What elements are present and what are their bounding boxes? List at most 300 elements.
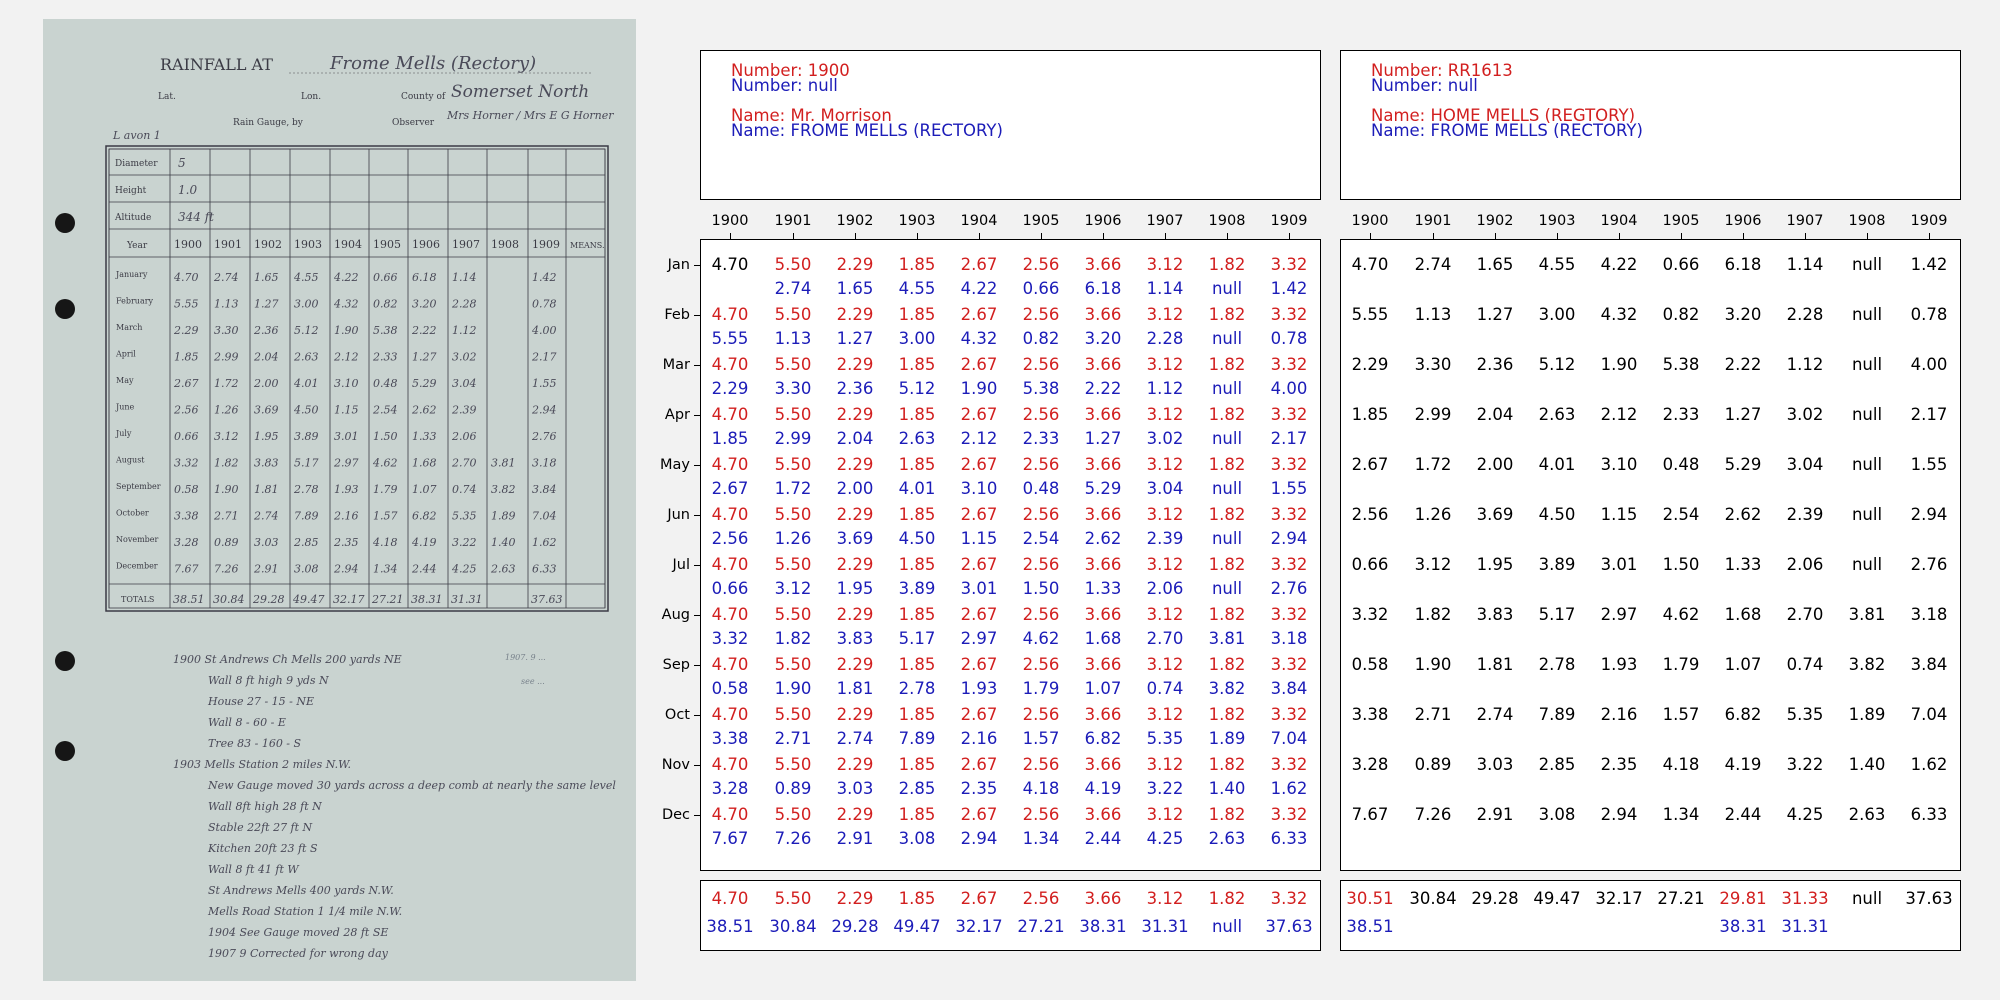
left-total-red: 3.12 <box>1146 889 1184 908</box>
right-value: 5.29 <box>1724 455 1762 474</box>
left-value-red: 1.82 <box>1208 405 1246 424</box>
svg-text:January: January <box>116 270 148 279</box>
svg-text:1903: 1903 <box>294 238 322 251</box>
left-value-red: 2.56 <box>1022 555 1060 574</box>
svg-text:4.22: 4.22 <box>334 271 359 284</box>
svg-text:2.35: 2.35 <box>334 536 359 549</box>
left-value-red: 2.67 <box>960 605 998 624</box>
left-value-blue: 5.29 <box>1084 479 1122 498</box>
right-total: 32.17 <box>1595 889 1643 908</box>
left-value-blue: 2.76 <box>1270 579 1308 598</box>
right-value: 1.62 <box>1910 755 1948 774</box>
left-value-red: 3.66 <box>1084 455 1122 474</box>
year-header-label: 1905 <box>1662 213 1700 229</box>
left-total-red: 2.56 <box>1022 889 1060 908</box>
svg-text:3.32: 3.32 <box>174 456 199 470</box>
right-value: 2.00 <box>1476 455 1514 474</box>
svg-text:3.30: 3.30 <box>214 324 239 337</box>
right-value: 1.65 <box>1476 255 1514 274</box>
svg-text:2.99: 2.99 <box>214 350 239 364</box>
left-info-panel <box>700 50 1321 200</box>
svg-text:1.12: 1.12 <box>452 324 477 337</box>
svg-text:1.93: 1.93 <box>334 483 359 496</box>
left-value-blue: 3.38 <box>711 729 749 748</box>
svg-text:2.22: 2.22 <box>412 324 437 337</box>
right-name-blue: Name: FROME MELLS (RECTORY) <box>1371 121 1643 140</box>
svg-text:0.78: 0.78 <box>532 297 557 311</box>
svg-text:2.62: 2.62 <box>412 403 437 417</box>
year-header-label: 1900 <box>1351 213 1389 229</box>
svg-text:1.90: 1.90 <box>214 483 239 496</box>
left-value-blue: 1.72 <box>774 479 812 498</box>
right-value: 1.95 <box>1476 555 1514 574</box>
year-header-label: 1905 <box>1022 213 1060 229</box>
svg-text:1904: 1904 <box>334 238 362 251</box>
svg-text:3.38: 3.38 <box>174 509 199 523</box>
right-value: 4.22 <box>1600 255 1638 274</box>
left-value-red: 2.67 <box>960 655 998 674</box>
left-value-blue: 6.33 <box>1270 829 1308 848</box>
svg-text:2.94: 2.94 <box>334 562 359 576</box>
svg-text:1.33: 1.33 <box>412 430 437 443</box>
year-tick <box>1867 233 1868 239</box>
left-value-red: 3.66 <box>1084 505 1122 524</box>
svg-text:2.94: 2.94 <box>532 403 557 417</box>
svg-text:3.10: 3.10 <box>334 377 359 390</box>
right-value: 1.50 <box>1662 555 1700 574</box>
svg-text:3.08: 3.08 <box>294 562 319 576</box>
svg-text:3.81: 3.81 <box>491 456 516 470</box>
year-tick <box>1041 233 1042 239</box>
right-value: 2.78 <box>1538 655 1576 674</box>
left-value-red: 4.70 <box>711 555 749 574</box>
svg-text:1.55: 1.55 <box>532 377 557 390</box>
right-value: 1.68 <box>1724 605 1762 624</box>
svg-text:7.26: 7.26 <box>214 562 239 576</box>
right-total-blue: 38.31 <box>1719 917 1767 936</box>
right-value: 4.55 <box>1538 255 1576 274</box>
svg-text:0.89: 0.89 <box>214 536 239 549</box>
left-value-blue: 3.18 <box>1270 629 1308 648</box>
left-value-blue: null <box>1211 329 1243 348</box>
left-value-blue: 1.55 <box>1270 479 1308 498</box>
right-value: 3.81 <box>1848 605 1886 624</box>
right-value: 1.42 <box>1910 255 1948 274</box>
svg-text:0.82: 0.82 <box>373 297 398 311</box>
left-value-red: 5.50 <box>774 255 812 274</box>
left-value-blue: 3.04 <box>1146 479 1184 498</box>
svg-text:38.51: 38.51 <box>173 593 205 606</box>
left-value-red: 3.66 <box>1084 605 1122 624</box>
right-value: 1.34 <box>1662 805 1700 824</box>
left-value-blue: 4.55 <box>898 279 936 298</box>
right-value: 2.91 <box>1476 805 1514 824</box>
svg-text:1.14: 1.14 <box>452 271 477 284</box>
right-value: 3.08 <box>1538 805 1576 824</box>
svg-text:February: February <box>116 296 154 306</box>
svg-text:Altitude: Altitude <box>115 213 152 223</box>
svg-text:1.85: 1.85 <box>174 350 199 364</box>
left-value-blue: 2.71 <box>774 729 812 748</box>
right-value: 2.29 <box>1351 355 1389 374</box>
left-value-blue: 3.82 <box>1208 679 1246 698</box>
left-value-red: 1.85 <box>898 455 936 474</box>
year-header-label: 1904 <box>1600 213 1638 229</box>
left-value-red: 5.50 <box>774 505 812 524</box>
left-value-red: 2.29 <box>836 805 874 824</box>
right-value: 3.22 <box>1786 755 1824 774</box>
left-value-blue: 3.12 <box>774 579 812 598</box>
left-value-blue: null <box>1211 279 1243 298</box>
month-tick <box>694 415 700 416</box>
svg-text:2.12: 2.12 <box>334 350 359 364</box>
left-value-red: 3.12 <box>1146 805 1184 824</box>
svg-text:31.31: 31.31 <box>451 593 483 606</box>
svg-text:4.00: 4.00 <box>532 324 557 337</box>
right-value: 5.17 <box>1538 605 1576 624</box>
year-tick <box>1681 233 1682 239</box>
left-value-blue: 3.69 <box>836 529 874 548</box>
svg-text:37.63: 37.63 <box>531 593 563 606</box>
svg-text:3.12: 3.12 <box>214 430 239 443</box>
left-value-red: 4.70 <box>711 755 749 774</box>
right-total-blue: 38.51 <box>1346 917 1394 936</box>
month-tick <box>694 515 700 516</box>
year-tick <box>730 233 731 239</box>
svg-text:2.85: 2.85 <box>294 536 319 549</box>
left-value-red: 1.82 <box>1208 505 1246 524</box>
right-total: 27.21 <box>1657 889 1705 908</box>
year-tick <box>1929 233 1930 239</box>
scan-note: Wall 8 - 60 - E <box>208 716 286 729</box>
left-value-blue: 7.89 <box>898 729 936 748</box>
left-value-blue: 2.78 <box>898 679 936 698</box>
svg-text:2.71: 2.71 <box>214 509 239 523</box>
left-value-red: 2.67 <box>960 805 998 824</box>
right-value: 0.48 <box>1662 455 1700 474</box>
svg-text:1.0: 1.0 <box>178 183 198 197</box>
svg-text:Year: Year <box>127 241 148 251</box>
left-total-blue: 31.31 <box>1141 917 1189 936</box>
right-value: 2.36 <box>1476 355 1514 374</box>
right-value: 0.82 <box>1662 305 1700 324</box>
left-value-blue: 3.30 <box>774 379 812 398</box>
left-value-red: 3.66 <box>1084 255 1122 274</box>
left-value-red: 4.70 <box>711 405 749 424</box>
left-value-blue: 1.95 <box>836 579 874 598</box>
left-value-blue: 2.74 <box>836 729 874 748</box>
left-value-blue: null <box>1211 479 1243 498</box>
left-value-blue: 1.14 <box>1146 279 1184 298</box>
scan-note: St Andrews Mells 400 yards N.W. <box>208 884 394 897</box>
svg-text:2.16: 2.16 <box>334 509 359 523</box>
right-value: 3.12 <box>1414 555 1452 574</box>
right-total: 30.51 <box>1346 889 1394 908</box>
left-value-red: 4.70 <box>711 305 749 324</box>
scan-note: New Gauge moved 30 yards across a deep comb at nearly the same level <box>208 779 616 792</box>
svg-text:5.55: 5.55 <box>174 297 199 311</box>
left-value-red: 2.56 <box>1022 605 1060 624</box>
left-value-red: 2.67 <box>960 705 998 724</box>
left-value-blue: 1.33 <box>1084 579 1122 598</box>
right-value: 3.32 <box>1351 605 1389 624</box>
left-value-red: 1.85 <box>898 505 936 524</box>
month-label: Jan <box>667 257 690 273</box>
left-value-red: 5.50 <box>774 605 812 624</box>
left-value-blue: 1.89 <box>1208 729 1246 748</box>
year-tick <box>1370 233 1371 239</box>
right-value: 2.94 <box>1600 805 1638 824</box>
month-label: Jun <box>667 507 690 523</box>
svg-text:3.01: 3.01 <box>334 430 359 443</box>
right-value: 5.35 <box>1786 705 1824 724</box>
left-value-red: 5.50 <box>774 755 812 774</box>
month-tick <box>694 765 700 766</box>
right-value: 2.67 <box>1351 455 1389 474</box>
left-value-blue: 5.38 <box>1022 379 1060 398</box>
right-value: 7.89 <box>1538 705 1576 724</box>
svg-text:1909: 1909 <box>532 238 560 251</box>
left-value-blue: 1.34 <box>1022 829 1060 848</box>
right-value: 7.04 <box>1910 705 1948 724</box>
left-value-red: 3.66 <box>1084 555 1122 574</box>
left-value-blue: 0.66 <box>1022 279 1060 298</box>
left-value-red: 1.85 <box>898 705 936 724</box>
left-value-red: 2.67 <box>960 505 998 524</box>
right-value: 3.04 <box>1786 455 1824 474</box>
svg-text:6.82: 6.82 <box>412 509 437 523</box>
svg-text:5.35: 5.35 <box>452 509 477 523</box>
right-value: 2.70 <box>1786 605 1824 624</box>
svg-text:5.17: 5.17 <box>294 456 319 470</box>
right-value: 2.44 <box>1724 805 1762 824</box>
left-value-red: 3.12 <box>1146 405 1184 424</box>
svg-text:Height: Height <box>115 186 147 196</box>
right-value: 6.18 <box>1724 255 1762 274</box>
left-value-red: 1.82 <box>1208 605 1246 624</box>
svg-text:0.66: 0.66 <box>174 430 199 443</box>
right-value: 6.33 <box>1910 805 1948 824</box>
left-value-blue: 1.93 <box>960 679 998 698</box>
scan-title: RAINFALL AT <box>160 55 273 74</box>
left-value-red: 2.29 <box>836 405 874 424</box>
left-value-blue: 2.99 <box>774 429 812 448</box>
svg-text:1902: 1902 <box>254 238 282 251</box>
left-value-red: 3.32 <box>1270 805 1308 824</box>
svg-text:4.01: 4.01 <box>294 377 319 390</box>
left-value-blue: 2.62 <box>1084 529 1122 548</box>
left-value-red: 5.50 <box>774 705 812 724</box>
year-tick <box>1103 233 1104 239</box>
right-info-panel <box>1340 50 1961 200</box>
left-name-blue: Name: FROME MELLS (RECTORY) <box>731 121 1003 140</box>
right-value: 0.66 <box>1351 555 1389 574</box>
left-value-blue: 2.06 <box>1146 579 1184 598</box>
left-value-blue: 0.89 <box>774 779 812 798</box>
left-value-red: 3.12 <box>1146 255 1184 274</box>
right-value: 3.30 <box>1414 355 1452 374</box>
left-value-red: 1.85 <box>898 755 936 774</box>
scan-county: Somerset North <box>451 82 590 102</box>
svg-text:1900: 1900 <box>174 238 202 251</box>
right-total: 29.81 <box>1719 889 1767 908</box>
left-value-blue: 3.02 <box>1146 429 1184 448</box>
svg-text:1.15: 1.15 <box>334 403 359 417</box>
right-value: 3.03 <box>1476 755 1514 774</box>
scan-note: 1904 See Gauge moved 28 ft SE <box>208 926 389 939</box>
svg-text:TOTALS: TOTALS <box>121 595 155 604</box>
right-total: 30.84 <box>1409 889 1457 908</box>
svg-text:0.74: 0.74 <box>452 483 477 496</box>
svg-text:L avon 1: L avon 1 <box>113 129 161 142</box>
svg-text:3.20: 3.20 <box>412 297 437 311</box>
left-total-blue: 38.31 <box>1079 917 1127 936</box>
year-header-label: 1906 <box>1724 213 1762 229</box>
left-value-red: 3.12 <box>1146 355 1184 374</box>
svg-text:2.97: 2.97 <box>334 456 359 470</box>
right-value: 3.18 <box>1910 605 1948 624</box>
left-value-red: 2.56 <box>1022 355 1060 374</box>
right-value: 1.26 <box>1414 505 1452 524</box>
left-value-red: 4.70 <box>711 505 749 524</box>
left-value-blue: 2.29 <box>711 379 749 398</box>
left-value-blue: 2.63 <box>898 429 936 448</box>
left-value-blue: 3.84 <box>1270 679 1308 698</box>
right-value: 4.01 <box>1538 455 1576 474</box>
svg-text:Lat.: Lat. <box>158 92 176 102</box>
left-value-blue: null <box>1211 429 1243 448</box>
left-value-red: 3.32 <box>1270 555 1308 574</box>
right-value: 1.40 <box>1848 755 1886 774</box>
right-value: 3.82 <box>1848 655 1886 674</box>
right-value: 1.15 <box>1600 505 1638 524</box>
left-value-blue: 2.35 <box>960 779 998 798</box>
year-header-label: 1902 <box>1476 213 1514 229</box>
left-value-blue: 1.81 <box>836 679 874 698</box>
left-value-red: 3.66 <box>1084 705 1122 724</box>
svg-text:3.82: 3.82 <box>491 483 516 496</box>
right-value: 0.89 <box>1414 755 1452 774</box>
left-total-blue: 38.51 <box>706 917 754 936</box>
left-value-blue: 2.17 <box>1270 429 1308 448</box>
left-value-red: 5.50 <box>774 405 812 424</box>
month-tick <box>694 715 700 716</box>
right-value: 1.89 <box>1848 705 1886 724</box>
left-name-red: Name: Mr. Morrison <box>731 106 892 125</box>
month-label: Apr <box>664 407 690 423</box>
svg-text:1.81: 1.81 <box>254 483 279 496</box>
svg-text:1.07: 1.07 <box>412 483 437 496</box>
month-tick <box>694 465 700 466</box>
svg-text:1.57: 1.57 <box>373 509 398 523</box>
left-value-red: 1.82 <box>1208 455 1246 474</box>
right-value: 5.12 <box>1538 355 1576 374</box>
svg-text:32.17: 32.17 <box>333 593 365 606</box>
svg-text:1.40: 1.40 <box>491 536 516 549</box>
year-header-label: 1909 <box>1270 213 1308 229</box>
svg-text:May: May <box>116 376 134 385</box>
svg-text:September: September <box>116 482 161 491</box>
year-header-label: 1903 <box>898 213 936 229</box>
year-tick <box>855 233 856 239</box>
svg-text:November: November <box>116 535 159 544</box>
right-value: 1.33 <box>1724 555 1762 574</box>
svg-text:March: March <box>116 323 143 332</box>
right-value: 1.07 <box>1724 655 1762 674</box>
svg-text:1.72: 1.72 <box>214 377 239 390</box>
right-value: 6.82 <box>1724 705 1762 724</box>
left-value-blue: 5.35 <box>1146 729 1184 748</box>
left-value-red: 3.12 <box>1146 655 1184 674</box>
left-value-blue: 1.07 <box>1084 679 1122 698</box>
left-value-red: 2.29 <box>836 505 874 524</box>
scan-note: 1900 St Andrews Ch Mells 200 yards NE <box>173 653 402 666</box>
left-value-red: 1.82 <box>1208 755 1246 774</box>
right-value: 7.26 <box>1414 805 1452 824</box>
left-value-blue: 2.22 <box>1084 379 1122 398</box>
left-value-blue: 3.08 <box>898 829 936 848</box>
left-value-red: 3.12 <box>1146 455 1184 474</box>
svg-text:2.28: 2.28 <box>452 297 477 311</box>
right-value: 4.25 <box>1786 805 1824 824</box>
left-value-red: 4.70 <box>711 355 749 374</box>
left-total-red: 2.29 <box>836 889 874 908</box>
month-tick <box>694 265 700 266</box>
month-label: Jul <box>672 557 690 573</box>
svg-text:3.84: 3.84 <box>532 483 557 496</box>
left-value-red: 3.32 <box>1270 705 1308 724</box>
scanned-rainfall-sheet <box>43 19 636 981</box>
year-header-label: 1907 <box>1786 213 1824 229</box>
left-value-blue: 2.39 <box>1146 529 1184 548</box>
left-value-red: 2.29 <box>836 705 874 724</box>
right-value: null <box>1851 555 1883 574</box>
left-value-blue: 1.65 <box>836 279 874 298</box>
svg-text:4.32: 4.32 <box>334 297 359 311</box>
svg-text:2.00: 2.00 <box>254 377 279 390</box>
left-value-blue: null <box>1211 579 1243 598</box>
right-value: null <box>1851 455 1883 474</box>
svg-text:1.79: 1.79 <box>373 483 398 496</box>
left-value-blue: 2.56 <box>711 529 749 548</box>
svg-text:1901: 1901 <box>214 238 242 251</box>
left-value-red: 4.70 <box>711 255 749 274</box>
svg-text:4.18: 4.18 <box>373 536 398 549</box>
svg-text:3.18: 3.18 <box>532 456 557 470</box>
left-value-blue: 7.26 <box>774 829 812 848</box>
svg-text:4.50: 4.50 <box>294 403 319 417</box>
svg-text:3.28: 3.28 <box>174 536 199 549</box>
right-value: 4.50 <box>1538 505 1576 524</box>
month-tick <box>694 315 700 316</box>
month-tick <box>694 615 700 616</box>
year-tick <box>979 233 980 239</box>
left-value-red: 2.56 <box>1022 305 1060 324</box>
left-value-blue: 3.28 <box>711 779 749 798</box>
year-tick <box>1165 233 1166 239</box>
right-value: 0.78 <box>1910 305 1948 324</box>
svg-text:1.50: 1.50 <box>373 430 398 443</box>
left-total-blue: 29.28 <box>831 917 879 936</box>
svg-text:0.48: 0.48 <box>373 377 398 390</box>
svg-text:2.33: 2.33 <box>373 350 398 364</box>
right-value: 1.81 <box>1476 655 1514 674</box>
left-value-blue: 2.00 <box>836 479 874 498</box>
right-value: 2.63 <box>1848 805 1886 824</box>
left-value-red: 1.85 <box>898 305 936 324</box>
svg-text:1.68: 1.68 <box>412 456 437 470</box>
left-value-red: 2.67 <box>960 255 998 274</box>
